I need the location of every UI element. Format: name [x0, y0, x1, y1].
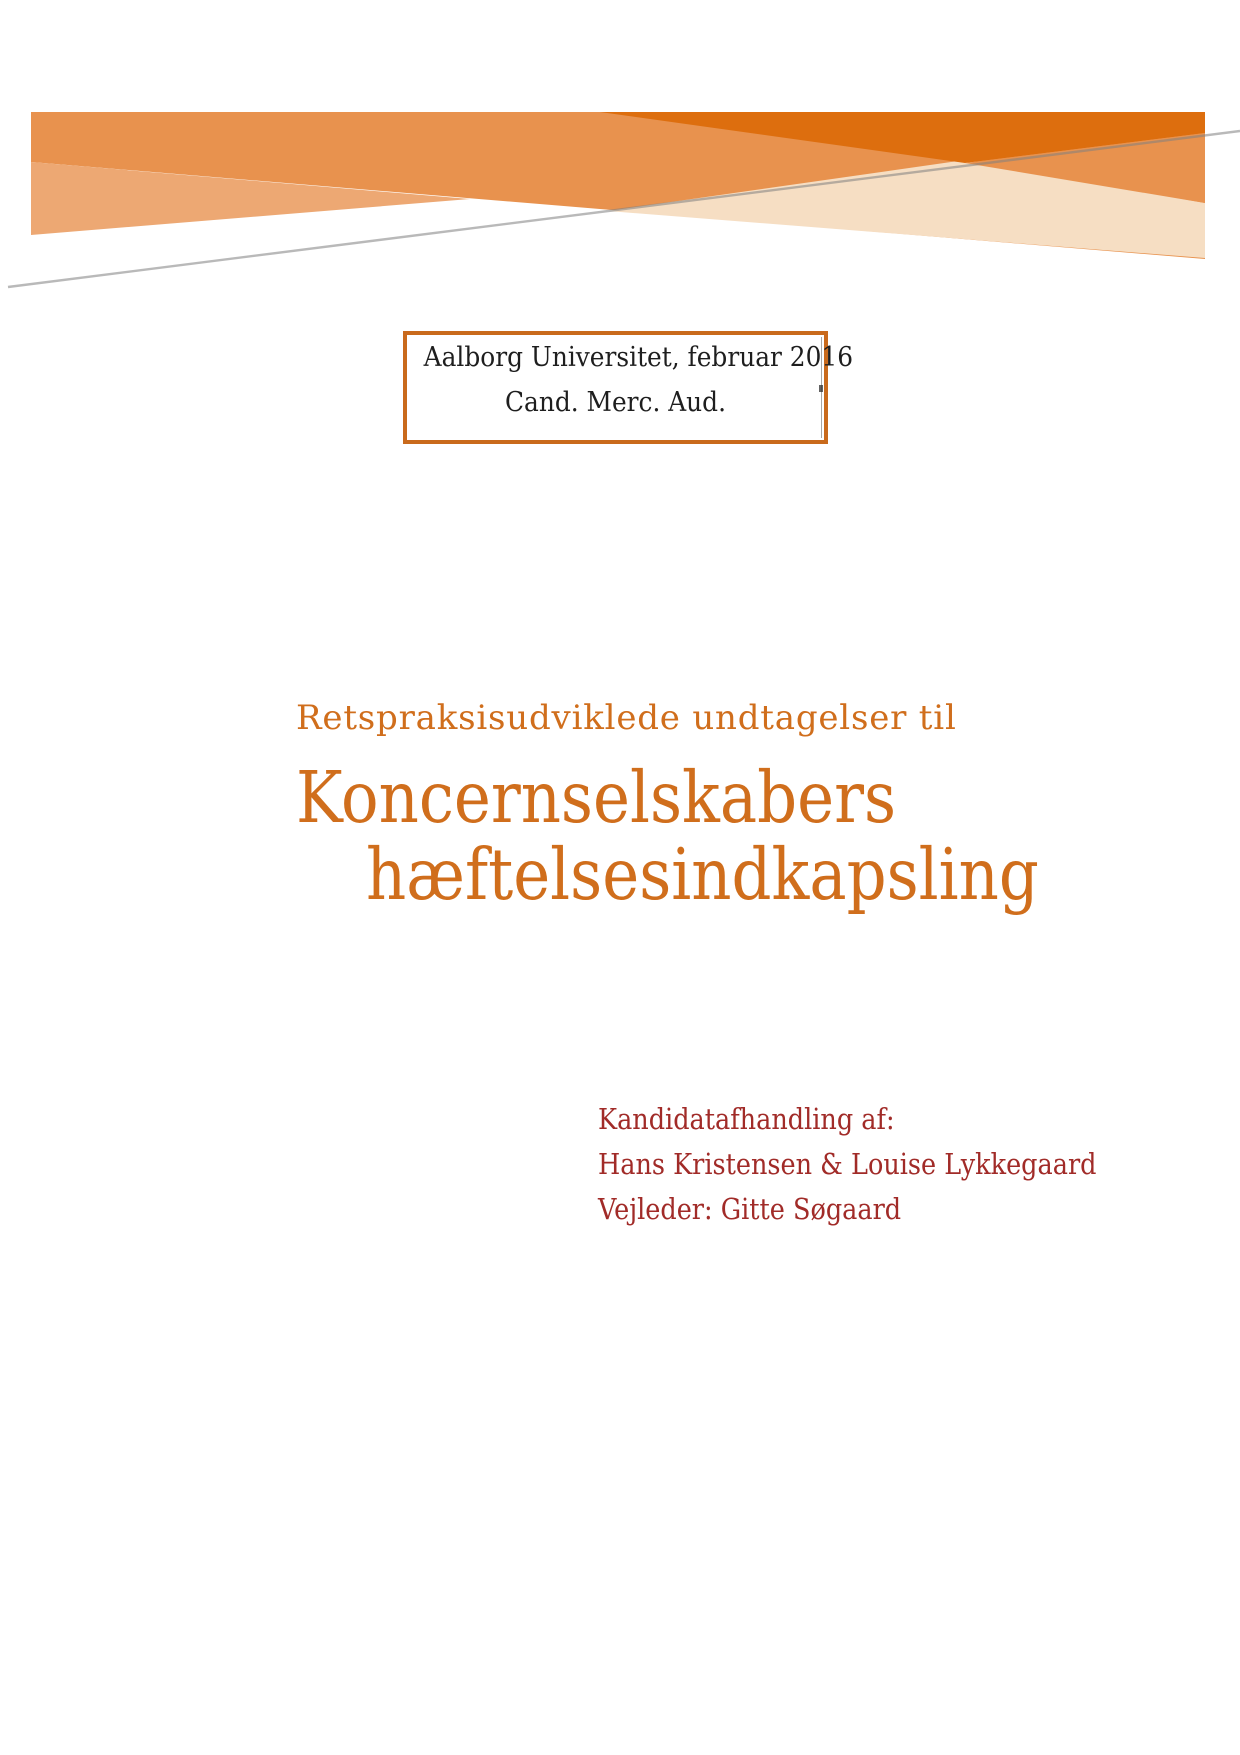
- credits-supervisor: Vejleder: Gitte Søgaard: [598, 1192, 902, 1226]
- title-kicker: Retspraksisudviklede undtagelser til: [296, 698, 957, 738]
- title-line-1: Koncernselskabers: [296, 756, 897, 839]
- title-line-2: hæftelsesindkapsling: [366, 833, 1039, 916]
- credits-block: [598, 1097, 1096, 1232]
- program-line: Cand. Merc. Aud.: [505, 387, 726, 418]
- university-info-box: [403, 331, 854, 444]
- credits-heading: Kandidatafhandling af:: [598, 1102, 895, 1136]
- credits-authors: Hans Kristensen & Louise Lykkegaard: [598, 1147, 1097, 1181]
- university-date-line: Aalborg Universitet, februar 2016: [423, 342, 854, 373]
- decorative-banner: [0, 0, 1240, 300]
